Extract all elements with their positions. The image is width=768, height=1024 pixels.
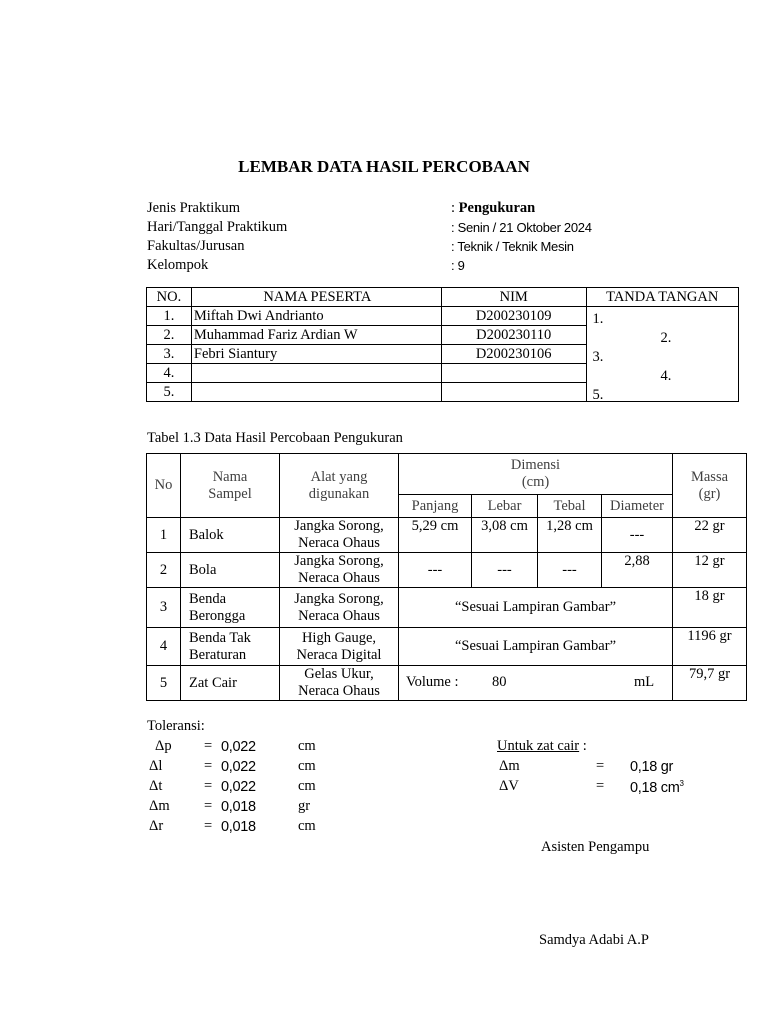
- asisten-name: Samdya Adabi A.P: [539, 932, 649, 948]
- header-tanda-tangan: TANDA TANGAN: [586, 288, 739, 307]
- cell-alat: [280, 553, 399, 588]
- header-alat-line1: Alat yang: [310, 468, 368, 485]
- info-value-kelompok: : 9: [451, 258, 465, 273]
- zat-cair-heading-text: Untuk zat cair: [497, 738, 580, 754]
- cell-alat: [280, 588, 399, 628]
- header-nim: NIM: [441, 288, 586, 307]
- volume-unit: mL: [634, 674, 655, 690]
- cell-massa: 12 gr: [673, 553, 747, 588]
- cell-panjang: 5,29 cm: [399, 518, 472, 553]
- tol-unit: cm: [298, 738, 316, 754]
- cell-alat-line1: Jangka Sorong,: [294, 553, 384, 569]
- header-nama-sampel: [181, 454, 280, 518]
- tol-symbol: Δp: [155, 738, 172, 754]
- data-table: [146, 453, 747, 701]
- header-lebar: Lebar: [472, 495, 538, 518]
- cell-dimensi-merged: “Sesuai Lampiran Gambar”: [399, 628, 673, 666]
- cell-massa: 22 gr: [673, 518, 747, 553]
- cell-alat-line1: High Gauge,: [301, 629, 377, 646]
- zat-symbol: Δm: [499, 758, 520, 774]
- tol-value: 0,022: [221, 759, 256, 775]
- cell-name: Febri Siantury: [191, 345, 441, 364]
- cell-alat: [280, 518, 399, 553]
- cell-no: 1: [147, 518, 181, 553]
- cell-nim: D200230110: [441, 326, 586, 345]
- toleransi-heading: Toleransi:: [147, 718, 205, 734]
- cell-panjang: ---: [399, 553, 472, 588]
- info-label-tanggal: Hari/Tanggal Praktikum: [147, 219, 288, 235]
- header-dimensi-line1: Dimensi: [510, 457, 561, 473]
- cell-nama: [181, 628, 280, 666]
- header-alat: [280, 454, 399, 518]
- zat-equals: =: [596, 758, 605, 774]
- table-row: [147, 518, 747, 553]
- tol-value: 0,018: [221, 819, 256, 835]
- zat-value-sup: 3: [679, 779, 684, 788]
- signature-area: [586, 307, 739, 402]
- page-title: LEMBAR DATA HASIL PERCOBAAN: [238, 157, 530, 176]
- cell-massa: 18 gr: [673, 588, 747, 628]
- cell-no: 5.: [147, 383, 192, 402]
- table-row: [147, 666, 747, 701]
- cell-nim: D200230109: [441, 307, 586, 326]
- cell-nama: [181, 588, 280, 628]
- cell-lebar: 3,08 cm: [472, 518, 538, 553]
- signature-number: 3.: [592, 349, 604, 365]
- cell-no: 4.: [147, 364, 192, 383]
- cell-nim: [441, 364, 586, 383]
- cell-alat: [280, 628, 399, 666]
- header-dimensi: [399, 454, 673, 495]
- cell-alat-line2: Neraca Ohaus: [298, 607, 380, 624]
- info-value-jenis-bold: Pengukuran: [458, 200, 536, 216]
- cell-no: 1.: [147, 307, 192, 326]
- table-row: [147, 307, 739, 326]
- tol-equals: =: [204, 778, 213, 794]
- tol-symbol: Δm: [149, 798, 170, 814]
- tol-unit: cm: [298, 758, 316, 774]
- info-value-fakultas: : Teknik / Teknik Mesin: [451, 239, 574, 254]
- cell-name: [191, 383, 441, 402]
- table-row: [147, 588, 747, 628]
- tol-unit: gr: [298, 798, 311, 814]
- header-diameter: Diameter: [602, 495, 673, 518]
- cell-nim: D200230106: [441, 345, 586, 364]
- header-panjang: Panjang: [399, 495, 472, 518]
- table-row: [147, 628, 747, 666]
- signature-number: 4.: [660, 368, 672, 384]
- cell-nama: Zat Cair: [181, 666, 280, 701]
- info-label-jenis: Jenis Praktikum: [147, 200, 241, 216]
- header-massa-line1: Massa: [690, 468, 729, 485]
- cell-nama-line1: Benda: [189, 590, 227, 607]
- cell-tebal: ---: [538, 553, 602, 588]
- cell-lebar: ---: [472, 553, 538, 588]
- cell-name: Muhammad Fariz Ardian W: [191, 326, 441, 345]
- header-massa-line2: (gr): [698, 485, 721, 502]
- participants-table: [146, 287, 739, 402]
- cell-dimensi-merged: “Sesuai Lampiran Gambar”: [399, 588, 673, 628]
- header-no: NO.: [147, 288, 192, 307]
- tol-equals: =: [204, 798, 213, 814]
- signature-number: 1.: [592, 311, 604, 327]
- header-nama: NAMA PESERTA: [191, 288, 441, 307]
- header-dimensi-line2: (cm): [521, 474, 550, 490]
- info-label-fakultas: Fakultas/Jurusan: [147, 238, 245, 254]
- cell-alat-line2: Neraca Ohaus: [298, 570, 380, 586]
- tol-symbol: Δl: [149, 758, 163, 774]
- volume-value: 80: [492, 674, 507, 690]
- cell-alat-line2: Neraca Ohaus: [298, 535, 380, 551]
- cell-no: 2.: [147, 326, 192, 345]
- zat-cair-colon: :: [579, 738, 587, 754]
- tol-unit: cm: [298, 778, 316, 794]
- cell-no: 5: [147, 666, 181, 701]
- cell-diameter: 2,88: [602, 553, 673, 588]
- zat-value: 0,18 gr: [630, 759, 674, 775]
- cell-nama: Bola: [181, 553, 280, 588]
- tol-value: 0,022: [221, 739, 256, 755]
- info-value-jenis: : Pengukuran: [451, 200, 536, 216]
- cell-name: [191, 364, 441, 383]
- cell-alat: [280, 666, 399, 701]
- cell-nama: Balok: [181, 518, 280, 553]
- cell-no: 3.: [147, 345, 192, 364]
- info-label-kelompok: Kelompok: [147, 257, 209, 273]
- zat-value-text: 0,18 cm: [630, 779, 680, 796]
- table-caption: Tabel 1.3 Data Hasil Percobaan Pengukuran: [147, 430, 403, 446]
- cell-massa: 79,7 gr: [673, 666, 747, 701]
- signature-number: 5.: [592, 387, 604, 403]
- cell-nama-line2: Beraturan: [189, 646, 247, 663]
- asisten-label: Asisten Pengampu: [541, 839, 650, 855]
- tol-symbol: Δr: [149, 818, 164, 834]
- header-tebal: Tebal: [538, 495, 602, 518]
- cell-nim: [441, 383, 586, 402]
- cell-no: 2: [147, 553, 181, 588]
- cell-no: 3: [147, 588, 181, 628]
- cell-alat-line2: Neraca Ohaus: [298, 683, 380, 699]
- volume-label: Volume :: [406, 674, 459, 690]
- tol-value: 0,018: [221, 799, 256, 815]
- table-row: [147, 553, 747, 588]
- data-header-row: [147, 454, 747, 495]
- cell-diameter: ---: [602, 518, 673, 553]
- header-alat-line2: digunakan: [308, 485, 370, 502]
- info-value-tanggal: : Senin / 21 Oktober 2024: [451, 220, 592, 235]
- header-nama-line1: Nama: [212, 468, 248, 485]
- cell-alat-line1: Jangka Sorong,: [294, 518, 384, 534]
- cell-no: 4: [147, 628, 181, 666]
- cell-massa: 1196 gr: [673, 628, 747, 666]
- tol-equals: =: [204, 738, 213, 754]
- tol-symbol: Δt: [149, 778, 163, 794]
- cell-alat-line1: Gelas Ukur,: [304, 666, 374, 682]
- signature-number: 2.: [660, 330, 672, 346]
- cell-volume: [399, 666, 673, 701]
- cell-name: Miftah Dwi Andrianto: [191, 307, 441, 326]
- cell-tebal: 1,28 cm: [538, 518, 602, 553]
- zat-value: [630, 779, 684, 796]
- participants-header-row: [147, 288, 739, 307]
- zat-symbol: ΔV: [499, 778, 519, 794]
- header-no: No: [147, 454, 181, 518]
- tol-equals: =: [204, 818, 213, 834]
- cell-nama-line2: Berongga: [189, 607, 246, 624]
- header-massa: [673, 454, 747, 518]
- tol-unit: cm: [298, 818, 316, 834]
- cell-alat-line2: Neraca Digital: [296, 646, 382, 663]
- zat-equals: =: [596, 778, 605, 794]
- tol-value: 0,022: [221, 779, 256, 795]
- tol-equals: =: [204, 758, 213, 774]
- cell-alat-line1: Jangka Sorong,: [294, 590, 384, 607]
- zat-cair-heading: [497, 738, 587, 755]
- header-nama-line2: Sampel: [208, 485, 252, 502]
- cell-nama-line1: Benda Tak: [189, 629, 251, 646]
